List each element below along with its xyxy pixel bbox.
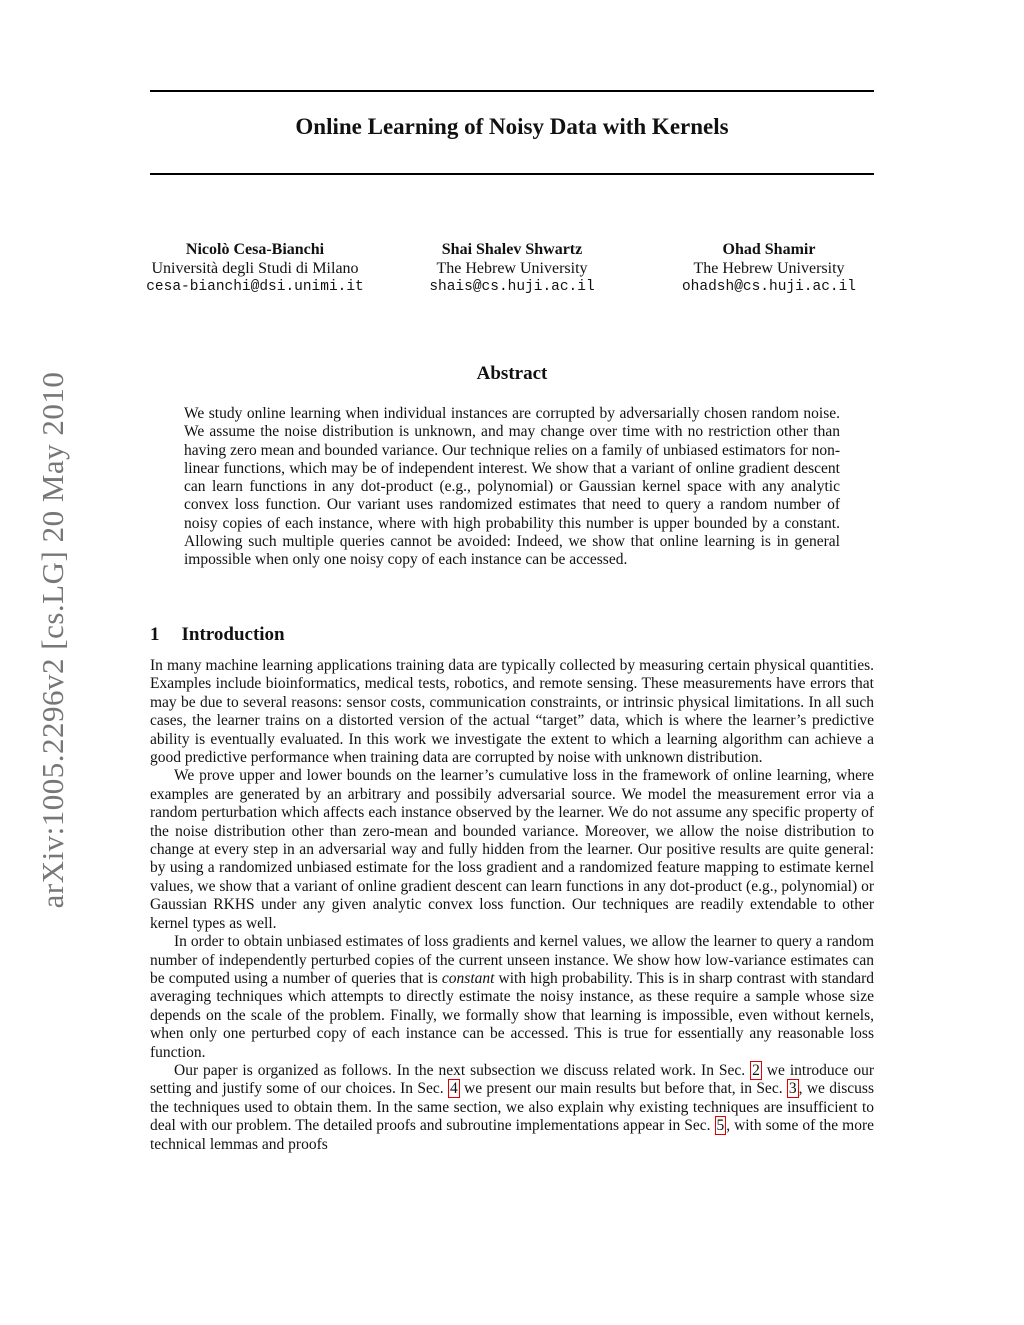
section-ref-link[interactable]: 4 bbox=[449, 1080, 458, 1098]
author-affiliation: The Hebrew University bbox=[436, 260, 588, 277]
paragraph-3 bbox=[150, 933, 874, 1062]
paragraph-text: , with some of the more technical lemmas and proofs bbox=[150, 1117, 874, 1153]
abstract-heading: Abstract bbox=[476, 363, 548, 384]
section-ref-link[interactable]: 3 bbox=[788, 1080, 797, 1098]
author-1 bbox=[130, 240, 380, 297]
author-name: Ohad Shamir bbox=[722, 241, 816, 258]
author-affiliation: Università degli Studi di Milano bbox=[151, 260, 359, 277]
section-title: Introduction bbox=[181, 624, 285, 645]
author-email: shais@cs.huji.ac.il bbox=[429, 279, 595, 295]
arxiv-identifier: arXiv:1005.2296v2 [cs.LG] 20 May 2010 bbox=[35, 371, 70, 909]
paragraph-text: we introduce our setting and justify some of our choices. In Sec. bbox=[150, 1061, 874, 1098]
title-rule-top bbox=[150, 90, 874, 92]
paragraph-text: Our paper is organized as follows. In the next subsection we discuss related work. In Sec. bbox=[174, 1061, 751, 1079]
author-name: Nicolò Cesa-Bianchi bbox=[185, 241, 325, 258]
paragraph-2: We prove upper and lower bounds on the learner’s cumulative loss in the framework of online learning, where examples are generated by an arbitrary and possibily adversarial source. We model the measurement error via a random perturbation which affects each instance observed by the learner. We do not assume any specific property of the noise distribution other than zero-mean and bounded variance. Moreover, we allow the noise distribution to change at every step in an adversarial way and fully hidden from the learner. Our positive results are quite general: by using a randomized unbiased estimate for the loss gradient and a randomized feature mapping to estimate kernel values, we show that a variant of online gradient descent can learn functions in any dot-product (e.g., polynomial) or Gaussian RKHS under any given analytic convex loss function. Our techniques are readily extendable to other kernel types as well. bbox=[150, 767, 874, 932]
author-name: Shai Shalev Shwartz bbox=[441, 241, 583, 258]
author-email: ohadsh@cs.huji.ac.il bbox=[681, 279, 857, 295]
section-body bbox=[150, 657, 874, 1154]
author-affiliation: The Hebrew University bbox=[693, 260, 845, 277]
paper-title: Online Learning of Noisy Data with Kernels bbox=[295, 114, 729, 139]
title-rule-bottom bbox=[150, 173, 874, 175]
arxiv-sidebar bbox=[35, 350, 70, 930]
paragraph-4 bbox=[150, 1062, 874, 1154]
paragraph-text: we present our main results but before that, in Sec. bbox=[459, 1080, 787, 1098]
paragraph-text: In order to obtain unbiased estimates of loss gradients and kernel values, we allow the learner to query a random number of independently perturbed copies of the current unseen instance. We show how low-variance estimates can be computed using a number of queries that is bbox=[150, 933, 874, 987]
author-3 bbox=[644, 240, 894, 297]
paragraph-text: with high probability. This is in sharp contrast with standard averaging techniques which attempts to directly estimate the noisy instance, as these require a sample whose size depends on the scale of the problem. Finally, we formally show that learning is impossible, even without kernels, when only one perturbed copy of each instance can be accessed. This is true for essentially any reasonable loss function. bbox=[150, 969, 875, 1061]
section-ref-link[interactable]: 5 bbox=[716, 1117, 725, 1135]
paragraph-text: , we discuss the techniques used to obtain them. In the same section, we also explain why existing techniques are insufficient to deal with our problem. The detailed proofs and subroutine implementations appear in Sec. bbox=[150, 1080, 874, 1135]
emphasis-text: constant bbox=[441, 969, 495, 987]
author-2 bbox=[387, 240, 637, 297]
paragraph-1: In many machine learning applications training data are typically collected by measuring certain physical quantities. Examples include bioinformatics, medical tests, robotics, and remote sensing. These measurements have errors that may be due to several reasons: sensor costs, communication constraints, or intrinsic physical limitations. In all such cases, the learner trains on a distorted version of the actual “target” data, which is where the learner’s predictive ability is eventually evaluated. In this work we investigate the extent to which a learning algorithm can achieve a good predictive performance when training data are corrupted by noise with unknown distribution. bbox=[150, 657, 874, 767]
author-email: cesa-bianchi@dsi.unimi.it bbox=[146, 279, 364, 295]
section-heading bbox=[150, 624, 285, 646]
abstract-text: We study online learning when individual instances are corrupted by adversarially chosen random noise. We assume the noise distribution is unknown, and may change over time with no restriction other than having zero mean and bounded variance. Our technique relies on a family of unbiased estimators for non-linear functions, which may be of independent interest. We show that a variant of online gradient descent can learn functions in any dot-product (e.g., polynomial) or Gaussian kernel space with any analytic convex loss function. Our variant uses randomized estimates that need to query a random number of noisy copies of each instance, where with high probability this number is upper bounded by a constant. Allowing such multiple queries cannot be avoided: Indeed, we show that online learning is in general impossible when only one noisy copy of each instance can be accessed. bbox=[184, 405, 840, 569]
section-number: 1 bbox=[150, 624, 160, 645]
author-block bbox=[130, 240, 894, 297]
section-ref-link[interactable]: 2 bbox=[752, 1061, 760, 1079]
